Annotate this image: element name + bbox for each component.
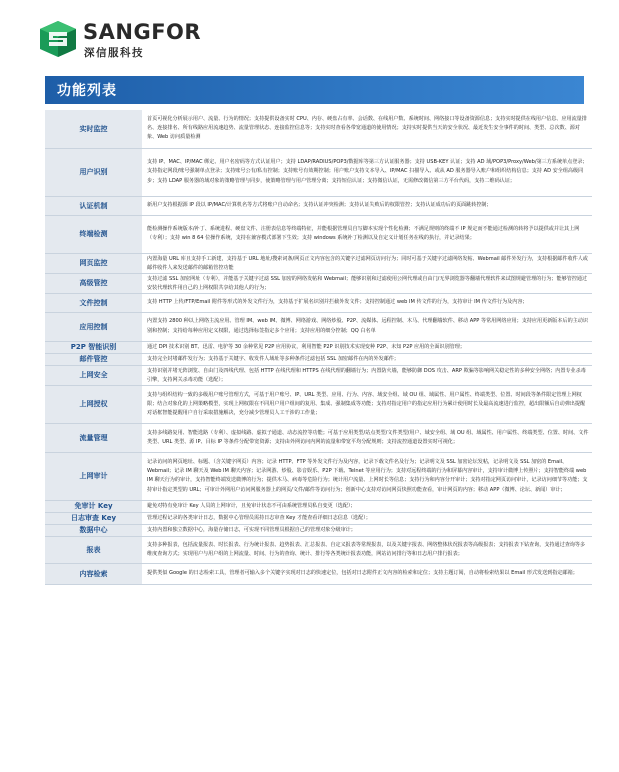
feature-description-text: 能检测操作系统版本/补丁、系统进程、硬盘文件、注册表信息等终端特征，并能根据管理员自写脚本实现个性化检测；不满足规则的终端不 IP 规定而不能通过检测的转将予以提供或并让其上网（专利）；支持 win 8 64 位操作系统，支持在兼容模式部署下生效；支持 windows 系统补丁检测以及自定义计划任务在线的执行，并记录结果； bbox=[147, 225, 580, 241]
feature-description-text: 支持内置和独立数据中心，海量存储日志，可实现不同管理员根据自己的管理对象分级审计； bbox=[147, 526, 356, 533]
feature-description-text: 支持过滤 SSL 加密网址（专利），并能基于关键字过滤 SSL 加密的网络发帖和 Webmail；能够识别和过滤使用公网代理或自由门/无界浏览器等翻墙代理软件来试图规避管理的行为；能够管控通过安装代理软件用自己的上网权限共享给其他人的行为； bbox=[147, 275, 588, 291]
feature-description bbox=[143, 353, 593, 365]
feature-description bbox=[143, 273, 593, 293]
feature-description-text: 支持与组织结构一致的多级用户账号管理方式，可基于用户账号、IP、URL 类型、应用、行为、内容、域安全组、域 OU 组、域属性、用户属性、终端类型、位置、时间段等条件限定管理上网权限；结合对象化的上网策略模型，实现上网权限在不同用户用户组间的复用、集成、强制集成等功能；支持对指定用户的指定应用行为累计使用时长及最高流速进行监控，超出限额后自动弹出提醒对话框智能提醒用户自行采取措施解决，充分减少管理员人工干涉的工作量； bbox=[147, 391, 586, 416]
feature-description bbox=[143, 423, 593, 452]
feature-table bbox=[45, 110, 592, 585]
section-title-bar bbox=[45, 76, 584, 104]
table-row bbox=[45, 385, 592, 423]
sangfor-logo-icon bbox=[37, 18, 79, 60]
section-title: 功能列表 bbox=[57, 83, 117, 99]
table-row bbox=[45, 452, 592, 500]
feature-description-text: 支持多种报表，包括流量报表、时长报表、行为统计报表、趋势报表、汇总报表、自定义报表等常规报表，以及关键字报表、网络整体状况报表等高级报表；支持报表下钻查询，支持通过查询等多维度查询方式；实现用户与用户组的上网流量、时间、行为的查询、统计、排行等各类统计报表功能，网站访问排行等和日志用户排行报表； bbox=[147, 541, 586, 557]
feature-description bbox=[143, 385, 593, 423]
feature-description-text: 支持识别并堵无阵浏览、自由门及四线代理、包括 HTTP 在线代理和 HTTPS 在线代理的翻墙行为；内置防火墙，能够防御 DOS 攻击、ARP 欺骗等影响网关稳定性的多种安全网络；内置专业杀毒引擎，支持网关杀毒功能（选配）； bbox=[147, 367, 586, 384]
table-row bbox=[45, 196, 592, 215]
feature-description bbox=[143, 148, 593, 196]
table-row bbox=[45, 341, 592, 353]
feature-description bbox=[143, 452, 593, 500]
table-row bbox=[45, 110, 592, 148]
feature-description-text: 首页可视化分析展示用户、流量、行为的情况；支持提供设备实时 CPU、内存、硬盘占有率、会话数、在线用户数、系统时间、网络接口等设备资源信息；支持实时提供在线用户信息、应用流量排名、连接排名、所有线路应用流速趋势、流量管理状态、连接监控信息等；支持实时查看各带宽通道的使用情况；支持实时提供当天的安全状况、最近发生安全事件的时间、类型、总次数、源对象、Web 访问质量检测 bbox=[147, 115, 587, 141]
feature-category: 文件控制 bbox=[45, 293, 143, 312]
feature-description bbox=[143, 293, 593, 312]
feature-category: 内容检索 bbox=[45, 563, 143, 584]
brand-name-cn: 深信服科技 bbox=[84, 47, 144, 59]
feature-description-text: 避免对特有免审计 Key 人员的上网审计，且免审计状态不可由系统管理员私自变更（选配）； bbox=[147, 502, 356, 509]
feature-category: 高级管控 bbox=[45, 273, 143, 293]
feature-description-text: 支持多线路复用、智能选路（专利）、虚拟线路、虚拟子通道、动态流控等功能；可基于应用类型/站点类型/文件类型/用户、域安全组、域 OU 组、域属性、用户属性、终端类型、位置、时间、文件类型、URL 类型、源 IP、目标 IP 等条件分配带宽资源；支持由外网访问内网的流量和带宽平均分配规则；支持流控通道设置实时可视化； bbox=[147, 429, 589, 445]
feature-category: 数据中心 bbox=[45, 524, 143, 536]
feature-category: 日志审查 Key bbox=[45, 512, 143, 524]
feature-category: 上网审计 bbox=[45, 452, 143, 500]
feature-description bbox=[143, 215, 593, 253]
feature-description-text: 管理过程记录的各类审计日志，数据中心管理员需持日志审查 Key 才能查看详细日志信息（选配）； bbox=[147, 514, 371, 521]
feature-category: 报表 bbox=[45, 536, 143, 563]
feature-category: 网页监控 bbox=[45, 253, 143, 273]
table-row bbox=[45, 512, 592, 524]
table-row bbox=[45, 293, 592, 312]
feature-description bbox=[143, 524, 593, 536]
brand-name-en: SANGFOR bbox=[83, 20, 202, 44]
feature-description-text: 提供类似 Google 的日志检索工具，管理者可输入多个关键字实现对日志的快速定位，包括对日志附件正文内容的检索和定位；支持主题订阅，自动将检索结果以 Email 形式发送到指定邮箱； bbox=[147, 570, 578, 577]
feature-category: 用户识别 bbox=[45, 148, 143, 196]
feature-description-text: 内置支持 2800 种以上网络主流应用、管理 IM、web IM、微博、网络游戏、网络炒股、P2P、流媒体、远程控制、木马、代理翻墙软件、移动 APP 等常用网络应用；支持应用更新版本后的主动识别和控制；支持给每种应用定义权限，通过选择标签指定多个应用；支持应用的细分控制；QQ 白名单 bbox=[147, 318, 588, 334]
feature-category: 实时监控 bbox=[45, 110, 143, 148]
feature-category: 上网安全 bbox=[45, 365, 143, 385]
feature-category: 终端检测 bbox=[45, 215, 143, 253]
feature-description bbox=[143, 253, 593, 273]
table-row bbox=[45, 312, 592, 341]
table-row bbox=[45, 536, 592, 563]
feature-description-text: 新用户支持根据源 IP 段以 IP/MAC/计算机名等方式将账户自动命名；支持认证冲突检测；支持认证失败后的权限管控；支持认证成功后的页面跳转控制； bbox=[147, 201, 492, 208]
page-header bbox=[0, 0, 619, 74]
feature-description-text: 通过 DPI 技术识别 BT、迅雷、电驴等 30 余种常见 P2P 应用协议，利用智能 P2P 识别技术实现变种 P2P、未知 P2P 应用的全面识别管理； bbox=[147, 343, 465, 350]
table-row bbox=[45, 500, 592, 512]
feature-description bbox=[143, 536, 593, 563]
feature-description bbox=[143, 196, 593, 215]
feature-description bbox=[143, 500, 593, 512]
brand-logo bbox=[37, 18, 217, 62]
feature-description bbox=[143, 563, 593, 584]
feature-category: 应用控制 bbox=[45, 312, 143, 341]
feature-category: 免审计 Key bbox=[45, 500, 143, 512]
table-row bbox=[45, 148, 592, 196]
table-row bbox=[45, 353, 592, 365]
table-row bbox=[45, 253, 592, 273]
feature-description-text: 支持 HTTP 上传/FTP/Email 附件等形式的外发文件行为，支持基于扩展名识别并拦截外发文件；支持控制通过 web IM 传文件的行为，支持审计 IM 传文件行为及内容； bbox=[147, 298, 528, 305]
feature-category: 流量管理 bbox=[45, 423, 143, 452]
feature-description-text: 支持完全封堵邮件发行为；支持基于关键字、收发件人域址等多种条件过滤包括 SSL 加密邮件在内的外发邮件； bbox=[147, 355, 399, 362]
table-row bbox=[45, 215, 592, 253]
feature-description bbox=[143, 341, 593, 353]
feature-description bbox=[143, 110, 593, 148]
feature-description-text: 内置海量 URL 库且支持手工新建，支持基于 URL 地址/搜索词条/网页正文内容包含的关键字过滤网页访问行为；同时可基于关键字过滤网络发帖、Webmail 邮件外发行为，支持根据邮件收件人或邮件收件人来发送邮件的邮箱管控功能 bbox=[147, 255, 588, 271]
feature-category: 上网授权 bbox=[45, 385, 143, 423]
feature-category: P2P 智能识别 bbox=[45, 341, 143, 353]
feature-description bbox=[143, 512, 593, 524]
feature-description bbox=[143, 312, 593, 341]
table-row bbox=[45, 524, 592, 536]
feature-category: 邮件管控 bbox=[45, 353, 143, 365]
feature-description-text: 记录访问的网页地址、标题、（含关键字网页）内容；记录 HTTP、FTP 等外发文件行为及内容，记录下载文件名及行为；记录明文及 SSL 加密论坛发帖，记录明文及 SSL 加密的 Email、Webmail；记录 IM 聊天及 Web IM 聊天内容；记录网游、炒股、影音娱乐、P2P 下载、Telnet 等应用行为；支持对远程终端的行为和屏幕内容审计，支持审计微博上传照片；支持智能终端 web IM 聊天行为的审计，支持智能终端发送微博的行为；提供木马、病毒等危险行为；统计用户流量、上网时长等信息；支持行为和内容分开审计；支持对指定网页访问审计，记录访问细节等功能；支持审计指定类型的 URL；可审计外网用户访问网服务器上的网页/文件/邮件等访问行为；创新中心支持对访问网页快照功能查看，审计网页的内容；移动 APP（微博、论坛、新闻）审计； bbox=[147, 459, 588, 493]
feature-category: 认证机制 bbox=[45, 196, 143, 215]
table-row bbox=[45, 563, 592, 584]
feature-description-text: 支持 IP、MAC、IP/MAC 绑定、用户名密码等方式认证用户；支持 LDAP/RADIUS/POP3/数据库等第三方认证服务器；支持 USB-KEY 认证；支持 AD 域/POP3/Proxy/Web/第三方系统单点登录；支持指定网段/账号强制单点登录；支持账号公有/私有控制；支持账号有效期控制；用户账户支持文本导入、IP/MAC 扫描导入、或从 AD 服务器导入账户和组织结构信息；支持 AD 安全组高级同步；支持 LDAP 服务器的域对象的策略管理与同步，使策略管理与用户管理分离；支持短信认证；支持微信认证，无需修改微信第三方平台代码，支持二维码认证； bbox=[147, 159, 588, 184]
table-row bbox=[45, 423, 592, 452]
table-row bbox=[45, 365, 592, 385]
table-row bbox=[45, 273, 592, 293]
feature-table-body bbox=[45, 110, 592, 584]
feature-description bbox=[143, 365, 593, 385]
